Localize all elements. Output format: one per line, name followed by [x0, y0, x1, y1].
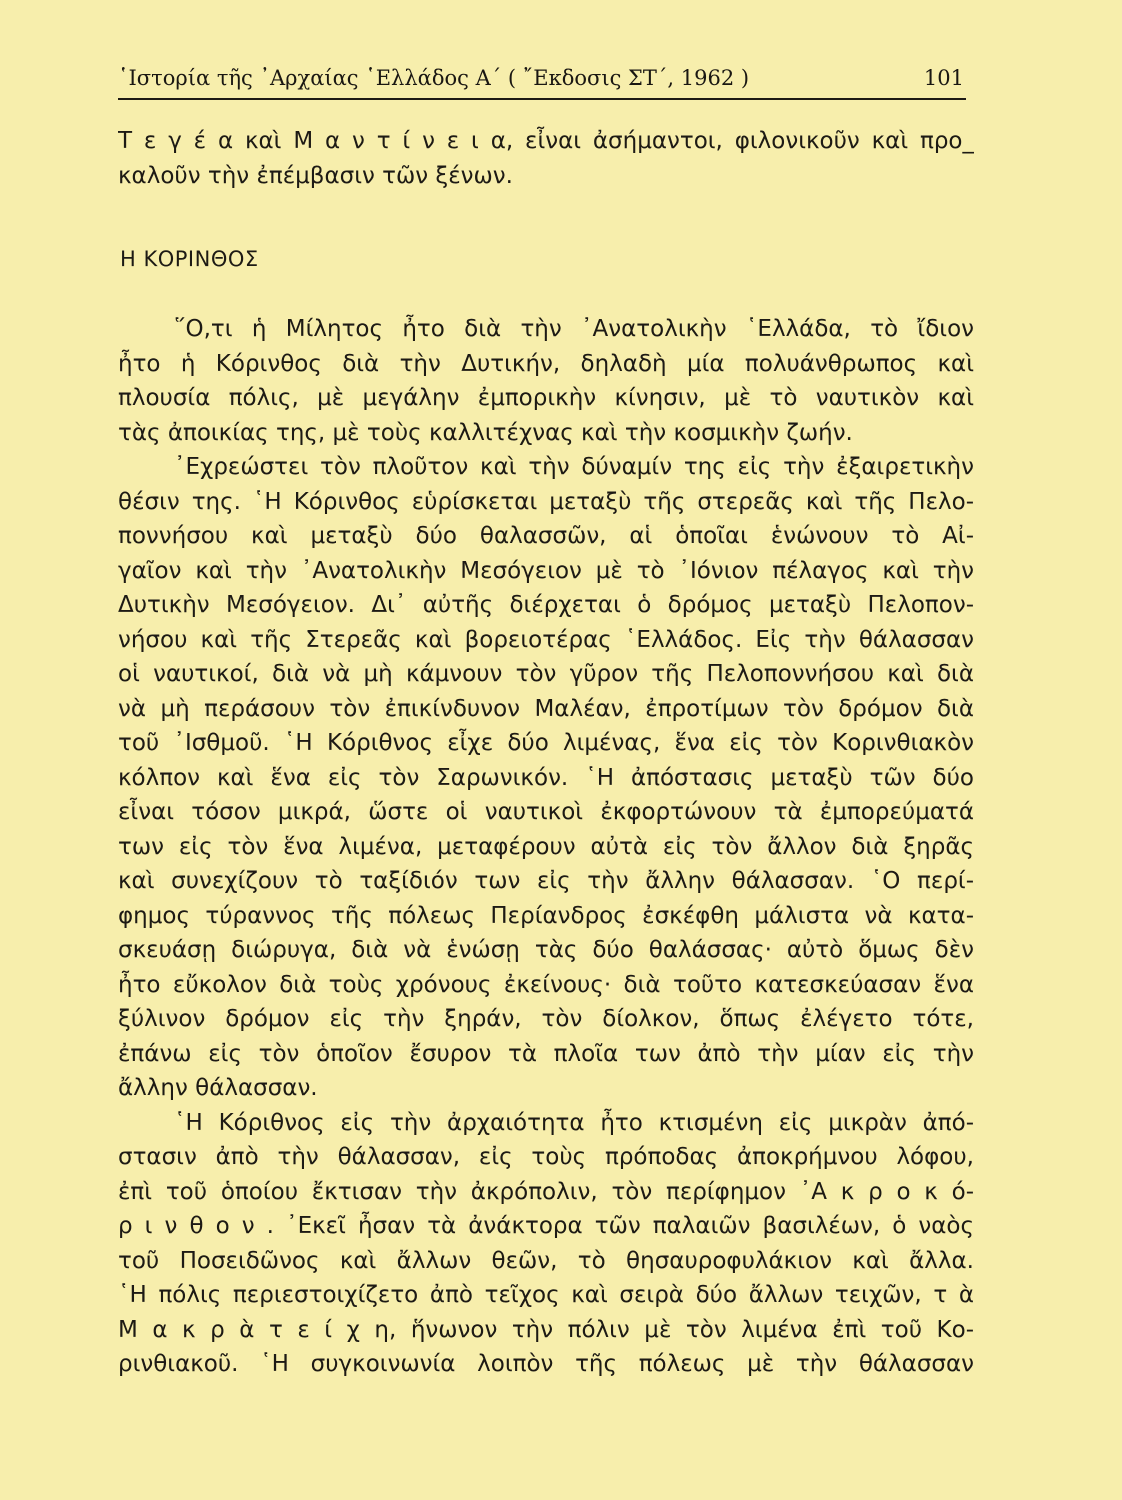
text-line: Μ α κ ρ ὰ τ ε ί χ η, ἥνωνον τὴν πόλιν μὲ τὸν λιμένα ἐπὶ τοῦ Κο- [118, 1316, 974, 1343]
section-heading: Η ΚΟΡΙΝΘΟΣ [120, 247, 259, 271]
text-line: εἶναι τόσον μικρά, ὥστε οἱ ναυτικοὶ ἐκφορτώνουν τὰ ἐμπορεύματά [118, 799, 974, 825]
text-line: θέσιν της. ῾Η Κόρινθος εὑρίσκεται μεταξὺ τῆς στερεᾶς καὶ τῆς Πελο- [118, 488, 974, 515]
text-line: σκευάσῃ διώρυγα, διὰ νὰ ἑνώσῃ τὰς δύο θαλάσσας· αὐτὸ ὅμως δὲν [118, 937, 974, 963]
opening-paragraph [118, 124, 974, 193]
text-line: καὶ συνεχίζουν τὸ ταξίδιόν των εἰς τὴν ἄλλην θάλασσαν. ῾Ο περί- [118, 868, 974, 894]
text-line: τοῦ Ποσειδῶνος καὶ ἄλλων θεῶν, τὸ θησαυροφυλάκιον καὶ ἄλλα. [118, 1247, 974, 1274]
text-line: ἐπάνω εἰς τὸν ὁποῖον ἔσυρον τὰ πλοῖα των ἀπὸ τὴν μίαν εἰς τὴν [118, 1040, 974, 1067]
header-rule [118, 98, 966, 100]
body-text [118, 312, 974, 1382]
text-line: ῾Η πόλις περιεστοιχίζετο ἀπὸ τεῖχος καὶ σειρὰ δύο ἄλλων τειχῶν, τ ὰ [118, 1282, 974, 1308]
text-line: ᾿Εχρεώστει τὸν πλοῦτον καὶ τὴν δύναμίν της εἰς τὴν ἐξαιρετικὴν [174, 454, 974, 480]
text-line: νὰ μὴ περάσουν τὸν ἐπικίνδυνον Μαλέαν, ἐπροτίμων τὸν δρόμον διὰ [118, 695, 974, 722]
text-line: στασιν ἀπὸ τὴν θάλασσαν, εἰς τοὺς πρόποδας ἀποκρήμνου λόφου, [118, 1144, 974, 1170]
paragraph [118, 312, 974, 450]
page-number: 101 [923, 66, 964, 90]
text-line: ῞Ο,τι ἡ Μίλητος ἦτο διὰ τὴν ᾿Ανατολικὴν ῾Ελλάδα, τὸ ἴδιον [174, 316, 974, 342]
text-line: ἄλλην θάλασσαν. [118, 1075, 318, 1101]
text-line: ρ ι ν θ ο ν . ᾿Εκεῖ ἦσαν τὰ ἀνάκτορα τῶν παλαιῶν βασιλέων, ὁ ναὸς [118, 1213, 974, 1239]
text-line: ῾Η Κόριθνος εἰς τὴν ἀρχαιότητα ἦτο κτισμένη εἰς μικρὰν ἀπό- [174, 1109, 974, 1136]
text-line: φημος τύραννος τῆς πόλεως Περίανδρος ἐσκέφθη μάλιστα νὰ κατα- [118, 902, 974, 929]
text-line: οἱ ναυτικοί, διὰ νὰ μὴ κάμνουν τὸν γῦρον τῆς Πελοποννήσου καὶ διὰ [118, 661, 974, 687]
text-line: τοῦ ᾿Ισθμοῦ. ῾Η Κόριθνος εἶχε δύο λιμένας, ἕνα εἰς τὸν Κορινθιακὸν [118, 730, 974, 756]
text-line: τὰς ἀποικίας της, μὲ τοὺς καλλιτέχνας καὶ τὴν κοσμικὴν ζωήν. [118, 419, 853, 446]
text-line: Τ ε γ έ α καὶ Μ α ν τ ί ν ε ι α, εἶναι ἀσήμαντοι, φιλονικοῦν καὶ προ_ [118, 128, 974, 154]
text-line: ποννήσου καὶ μεταξὺ δύο θαλασσῶν, αἱ ὁποῖαι ἑνώνουν τὸ Αἰ- [118, 523, 974, 549]
text-line: Δυτικὴν Μεσόγειον. Δι᾿ αὐτῆς διέρχεται ὁ δρόμος μεταξὺ Πελοπον- [118, 592, 974, 618]
running-header [118, 58, 966, 98]
text-line: ἦτο ἡ Κόρινθος διὰ τὴν Δυτικήν, δηλαδὴ μία πολυάνθρωπος καὶ [118, 350, 974, 377]
text-line: γαῖον καὶ τὴν ᾿Ανατολικὴν Μεσόγειον μὲ τὸ ᾿Ιόνιον πέλαγος καὶ τὴν [118, 557, 974, 584]
text-line: καλοῦν τὴν ἐπέμβασιν τῶν ξένων. [118, 162, 513, 189]
text-line: ἐπὶ τοῦ ὁποίου ἔκτισαν τὴν ἀκρόπολιν, τὸν περίφημον ᾿Α κ ρ ο κ ό- [118, 1178, 974, 1205]
text-line: των εἰς τὸν ἕνα λιμένα, μεταφέρουν αὐτὰ εἰς τὸν ἄλλον διὰ ξηρᾶς [118, 833, 974, 860]
text-line: κόλπον καὶ ἕνα εἰς τὸν Σαρωνικόν. ῾Η ἀπόστασις μεταξὺ τῶν δύο [118, 764, 974, 791]
text-line: ρινθιακοῦ. ῾Η συγκοινωνία λοιπὸν τῆς πόλεως μὲ τὴν θάλασσαν [118, 1351, 974, 1377]
text-line: ἦτο εὔκολον διὰ τοὺς χρόνους ἐκείνους· διὰ τοῦτο κατεσκεύασαν ἕνα [118, 971, 974, 998]
paragraph [118, 1106, 974, 1382]
paragraph [118, 450, 974, 1106]
text-line: ξύλινον δρόμον εἰς τὴν ξηράν, τὸν δίολκον, ὅπως ἐλέγετο τότε, [118, 1006, 974, 1032]
text-line: πλουσία πόλις, μὲ μεγάλην ἐμπορικὴν κίνησιν, μὲ τὸ ναυτικὸν καὶ [118, 385, 974, 411]
text-line: νήσου καὶ τῆς Στερεᾶς καὶ βορειοτέρας ῾Ελλάδος. Εἰς τὴν θάλασσαν [118, 626, 974, 653]
running-header-title: ῾Ιστορία τῆς ᾿Αρχαίας ῾Ελλάδος Α΄ ( ῎Εκδοσις ΣΤ΄, 1962 ) [118, 66, 750, 90]
